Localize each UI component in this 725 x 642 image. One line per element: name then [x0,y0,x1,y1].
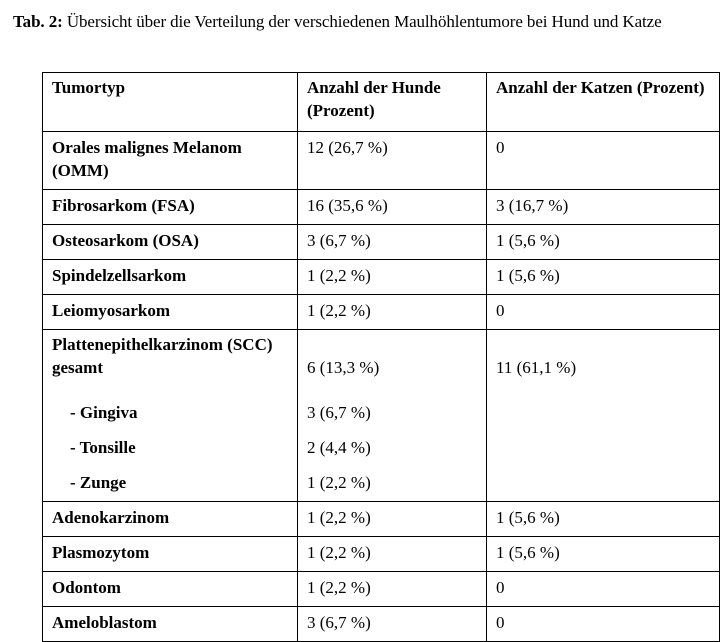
cell-cats: 1 (5,6 %) [487,260,720,295]
cell-cats: 1 (5,6 %) [487,537,720,572]
cell-tumor-type: Odontom [43,572,298,607]
cell-dogs-scc [298,330,487,502]
table-header-row [43,73,720,132]
table-row [43,572,720,607]
cell-tumor-type: Spindelzellsarkom [43,260,298,295]
spacer [496,333,714,356]
table-row [43,190,720,225]
table-row [43,260,720,295]
cell-dogs: 16 (35,6 %) [298,190,487,225]
header-tumor-type: Tumortyp [43,73,298,132]
tumor-distribution-table [42,72,720,642]
subtype-dogs: 2 (4,4 %) [307,438,371,457]
table-caption [13,12,662,32]
cell-tumor-type: Leiomyosarkom [43,295,298,330]
cell-dogs: 1 (2,2 %) [298,295,487,330]
cell-dogs: 1 (2,2 %) [298,572,487,607]
cell-cats: 1 (5,6 %) [487,225,720,260]
cell-dogs: 3 (6,7 %) [298,225,487,260]
header-dogs: Anzahl der Hunde (Prozent) [298,73,487,132]
cell-tumor-type: Fibrosarkom (FSA) [43,190,298,225]
cell-tumor-type: Plasmozytom [43,537,298,572]
table-row [43,295,720,330]
cell-dogs: 1 (2,2 %) [298,260,487,295]
cell-dogs: 12 (26,7 %) [298,132,487,190]
cell-dogs: 3 (6,7 %) [298,607,487,642]
cell-dogs: 1 (2,2 %) [298,537,487,572]
cell-cats-scc [487,330,720,502]
table-row [43,502,720,537]
subtype-label: - Gingiva [70,403,138,422]
cell-cats: 0 [487,132,720,190]
table-row-scc [43,330,720,502]
scc-label: Plattenepithelkarzinom (SCC) gesamt [52,335,273,377]
table-row [43,132,720,190]
caption-text: Übersicht über die Verteilung der verschiedenen Maulhöhlentumore bei Hund und Katze [66,12,662,31]
cell-tumor-type: Orales malignes Melanom (OMM) [43,132,298,190]
cell-cats: 3 (16,7 %) [487,190,720,225]
caption-prefix: Tab. 2: [13,12,63,31]
spacer [307,333,481,356]
table-row [43,537,720,572]
cell-cats: 0 [487,572,720,607]
subtype-label: - Tonsille [70,438,136,457]
table-row [43,607,720,642]
subtype-dogs: 3 (6,7 %) [307,403,371,422]
table-row [43,225,720,260]
subtype-label: - Zunge [70,473,127,492]
cell-cats: 1 (5,6 %) [487,502,720,537]
subtype-dogs: 1 (2,2 %) [307,473,371,492]
cell-dogs: 1 (2,2 %) [298,502,487,537]
cell-tumor-type: Adenokarzinom [43,502,298,537]
spacer [52,379,292,401]
cell-tumor-type: Osteosarkom (OSA) [43,225,298,260]
cell-cats: 0 [487,295,720,330]
scc-cats-total: 11 (61,1 %) [496,358,577,377]
cell-tumor-type-scc [43,330,298,502]
cell-tumor-type: Ameloblastom [43,607,298,642]
header-cats: Anzahl der Katzen (Prozent) [487,73,720,132]
scc-dogs-total: 6 (13,3 %) [307,358,380,377]
cell-cats: 0 [487,607,720,642]
